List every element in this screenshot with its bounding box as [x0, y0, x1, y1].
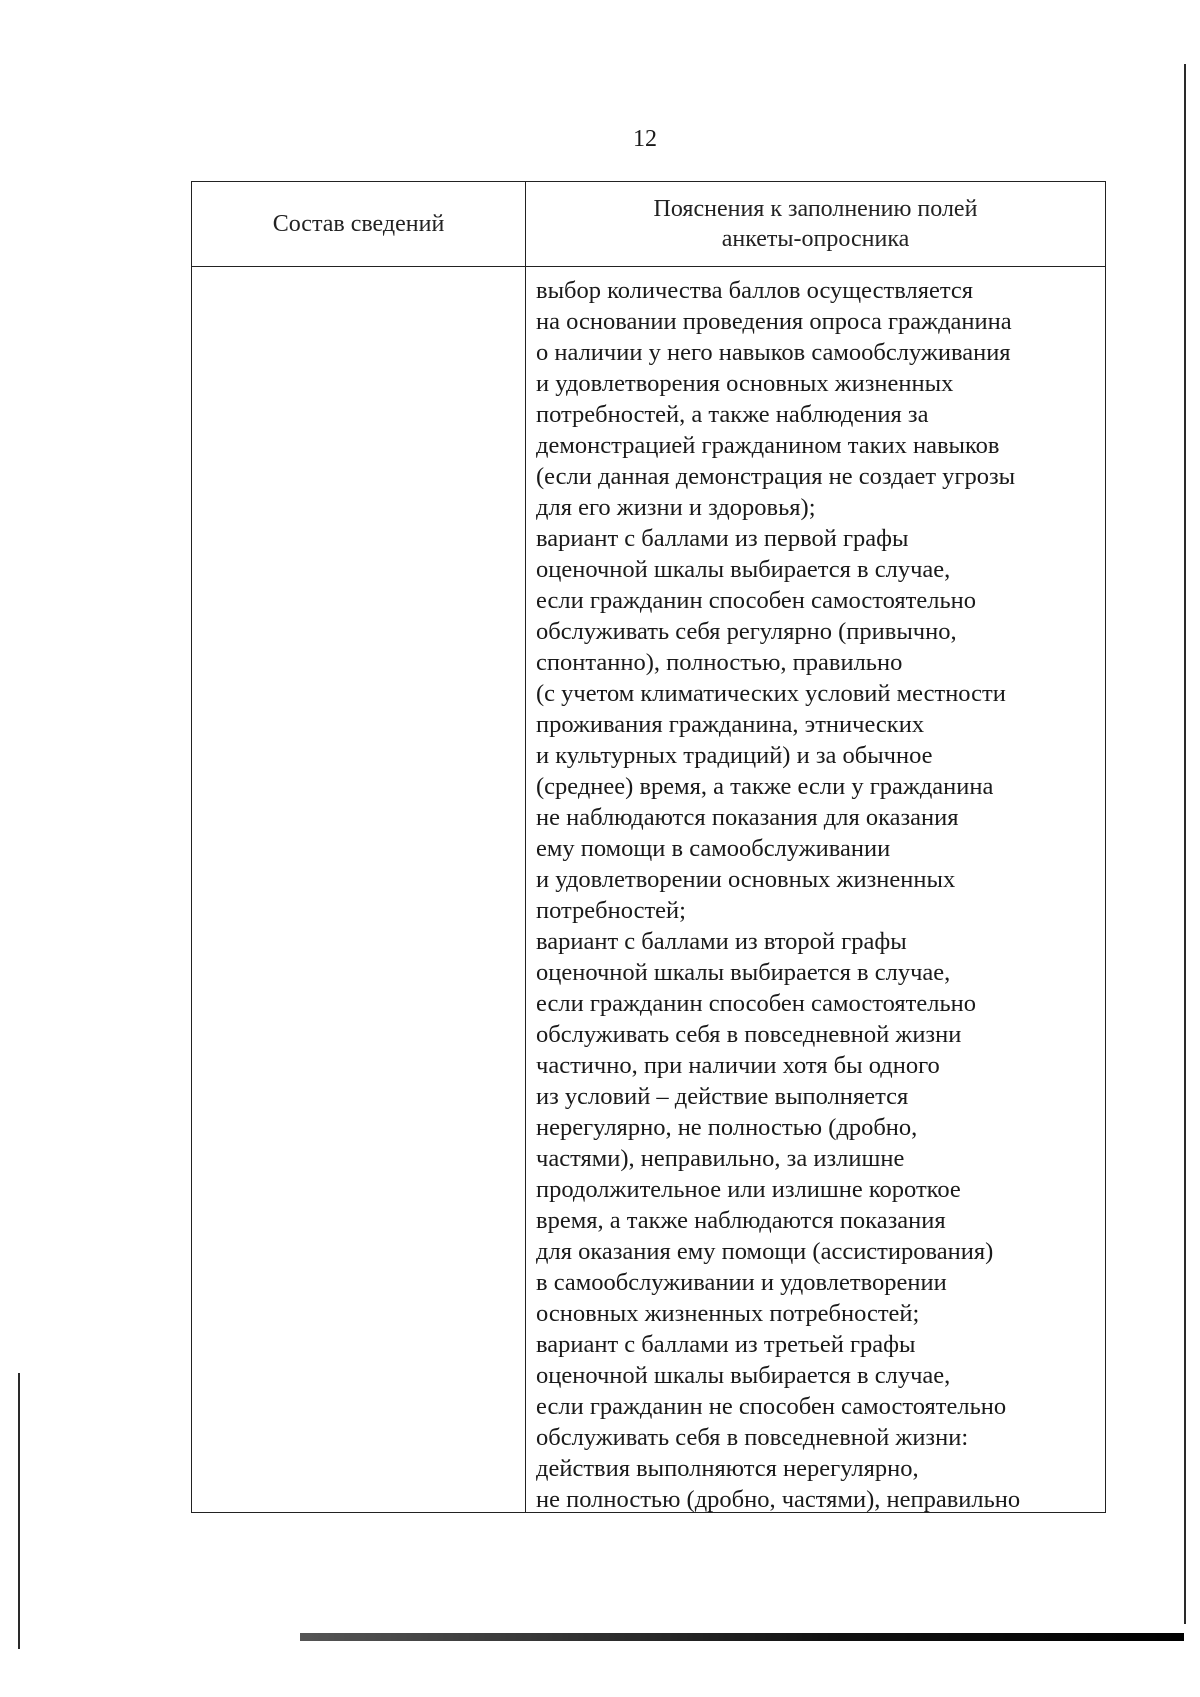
explanation-line: время, а также наблюдаются показания: [536, 1207, 946, 1234]
explanation-line: если гражданин не способен самостоятельно: [536, 1393, 1007, 1420]
table-row: [192, 267, 1106, 1513]
table-header-row: [192, 182, 1106, 267]
row-explanation-cell: [526, 267, 1106, 1513]
explanation-line: действия выполняются нерегулярно,: [536, 1455, 919, 1482]
explanation-line: и удовлетворении основных жизненных: [536, 866, 956, 893]
explanation-line: если гражданин способен самостоятельно: [536, 587, 977, 614]
header-explanations-line-2: анкеты-опросника: [721, 226, 910, 252]
explanation-line: и удовлетворения основных жизненных: [536, 370, 954, 397]
scan-edge-left: [18, 1373, 20, 1649]
explanation-line: в самообслуживании и удовлетворении: [536, 1269, 947, 1296]
explanation-line: вариант с баллами из второй графы: [536, 928, 907, 955]
explanation-line: (с учетом климатических условий местности: [536, 680, 1006, 707]
scan-edge-bottom: [300, 1633, 1184, 1641]
explanation-line: оценочной шкалы выбирается в случае,: [536, 959, 951, 986]
scan-edge-right: [1184, 64, 1186, 1624]
explanation-text: [526, 267, 1105, 1512]
explanation-line: (среднее) время, а также если у гражданина: [536, 773, 994, 800]
explanation-line: потребностей;: [536, 897, 686, 924]
explanation-line: выбор количества баллов осуществляется: [536, 277, 973, 304]
explanation-line: вариант с баллами из первой графы: [536, 525, 909, 552]
explanation-line: на основании проведения опроса гражданина: [536, 308, 1012, 335]
explanation-line: оценочной шкалы выбирается в случае,: [536, 556, 951, 583]
explanation-line: частично, при наличии хотя бы одного: [536, 1052, 940, 1079]
explanation-line: не наблюдаются показания для оказания: [536, 804, 959, 831]
explanation-line: ему помощи в самообслуживании: [536, 835, 891, 862]
explanation-line: демонстрацией гражданином таких навыков: [536, 432, 1000, 459]
explanation-line: обслуживать себя регулярно (привычно,: [536, 618, 957, 645]
page-number: 12: [633, 126, 657, 152]
explanation-line: частями), неправильно, за излишне: [536, 1145, 905, 1172]
explanation-line: и культурных традиций) и за обычное: [536, 742, 933, 769]
header-composition-label: Состав сведений: [272, 211, 445, 237]
explanation-line: спонтанно), полностью, правильно: [536, 649, 903, 676]
explanation-line: нерегулярно, не полностью (дробно,: [536, 1114, 918, 1141]
explanation-line: потребностей, а также наблюдения за: [536, 401, 929, 428]
explanation-line: продолжительное или излишне короткое: [536, 1176, 961, 1203]
explanation-line: о наличии у него навыков самообслуживания: [536, 339, 1011, 366]
explanation-line: не полностью (дробно, частями), неправильно: [536, 1486, 1021, 1512]
explanation-line: проживания гражданина, этнических: [536, 711, 925, 738]
explanation-line: для его жизни и здоровья);: [536, 494, 816, 521]
explanation-line: из условий – действие выполняется: [536, 1083, 909, 1110]
header-explanations: [526, 182, 1106, 267]
explanation-line: для оказания ему помощи (ассистирования): [536, 1238, 994, 1265]
explanation-line: оценочной шкалы выбирается в случае,: [536, 1362, 951, 1389]
explanation-line: вариант с баллами из третьей графы: [536, 1331, 916, 1358]
explanation-line: обслуживать себя в повседневной жизни: [536, 1021, 962, 1048]
explanation-line: основных жизненных потребностей;: [536, 1300, 920, 1327]
explanation-line: (если данная демонстрация не создает угрозы: [536, 463, 1016, 490]
explanation-line: обслуживать себя в повседневной жизни:: [536, 1424, 969, 1451]
info-table: [191, 181, 1106, 1513]
row-composition-cell: [192, 267, 526, 1513]
explanation-line: если гражданин способен самостоятельно: [536, 990, 977, 1017]
header-composition: [192, 182, 526, 267]
header-explanations-line-1: Пояснения к заполнению полей: [653, 196, 978, 222]
